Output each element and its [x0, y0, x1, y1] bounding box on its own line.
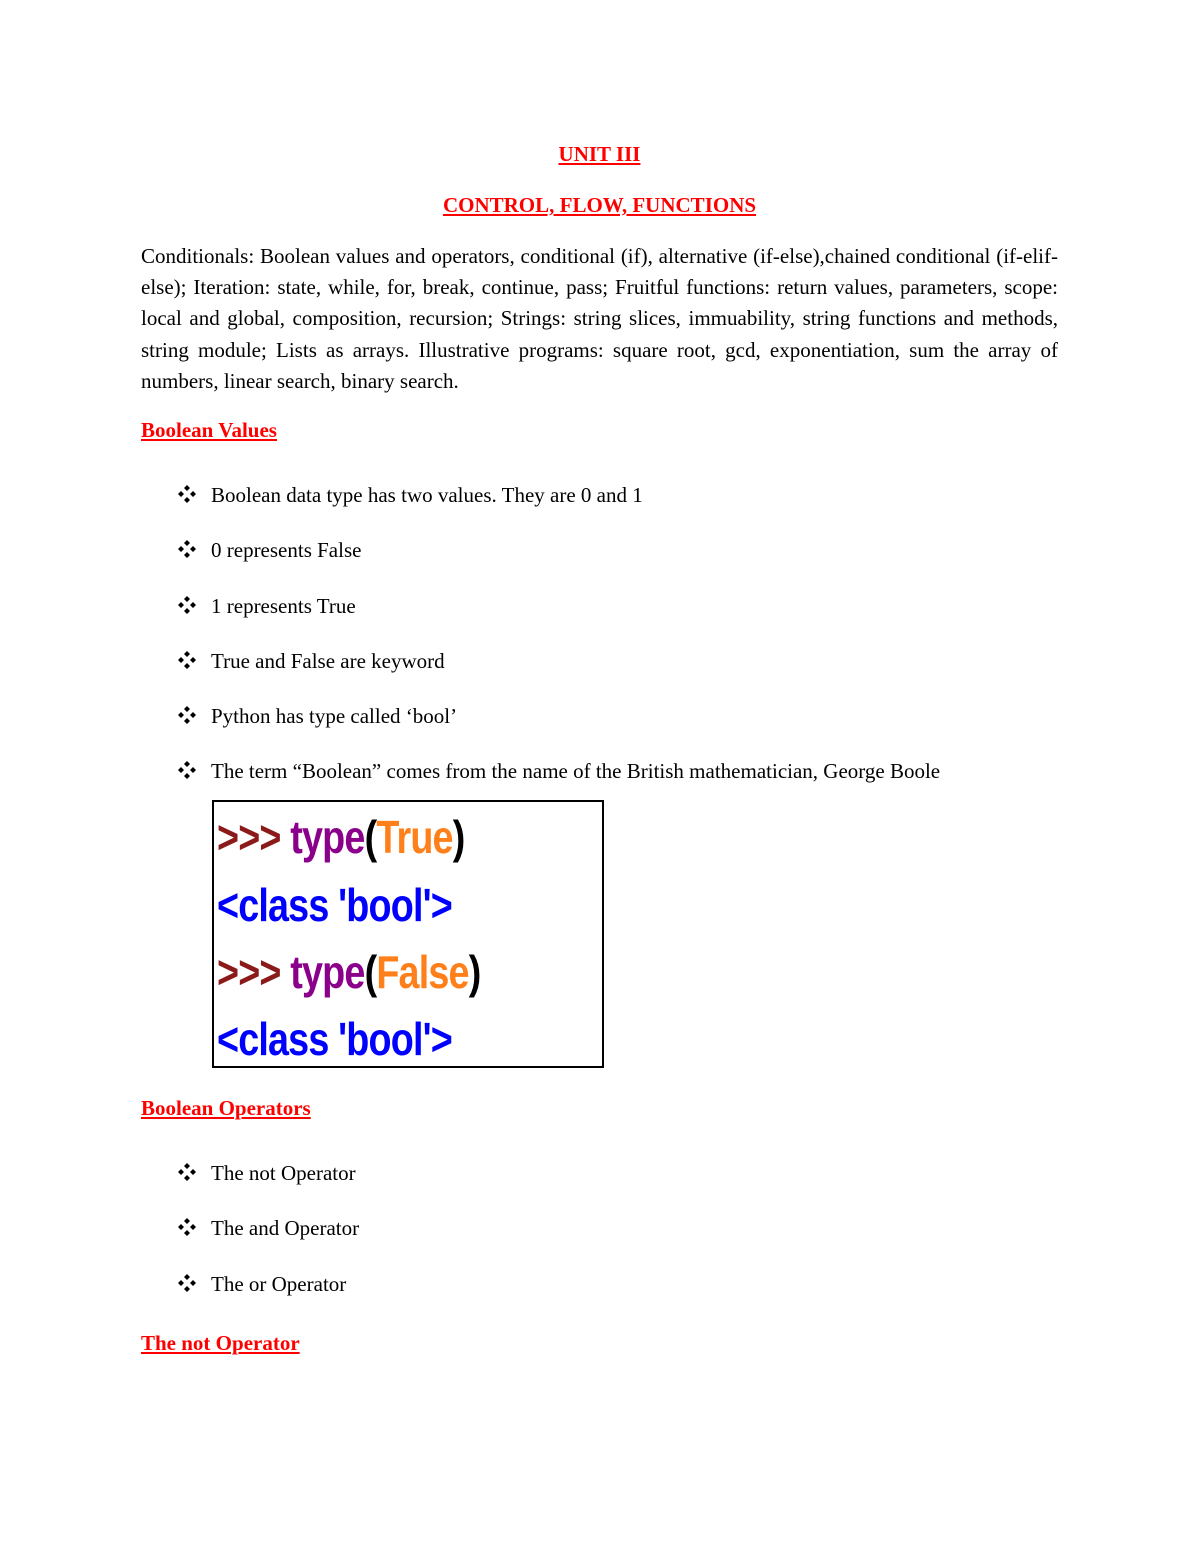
- not-operator-heading: The not Operator: [141, 1331, 300, 1355]
- four-diamond-bullet-icon: [177, 760, 197, 780]
- list-item-text: 0 represents False: [211, 538, 362, 563]
- list-item: [141, 536, 940, 591]
- code-keyword: True: [376, 811, 453, 863]
- code-paren: ): [452, 811, 465, 863]
- list-item-text: 1 represents True: [211, 593, 356, 618]
- list-item-text: The term “Boolean” comes from the name of the British mathematician, George Boole: [211, 759, 941, 784]
- code-keyword: False: [376, 946, 469, 998]
- list-item: [141, 1270, 359, 1325]
- four-diamond-bullet-icon: [177, 539, 197, 559]
- code-paren: (: [364, 946, 377, 998]
- list-item-text: The not Operator: [211, 1161, 356, 1185]
- four-diamond-bullet-icon: [177, 484, 197, 504]
- main-title: CONTROL, FLOW, FUNCTIONS: [442, 193, 757, 217]
- list-item: [141, 1159, 359, 1214]
- code-prompt: >>>: [217, 811, 291, 863]
- code-paren: (: [364, 811, 377, 863]
- list-item: [141, 702, 940, 757]
- list-item: [141, 647, 940, 702]
- list-item-text: The and Operator: [211, 1216, 360, 1241]
- list-item-text: True and False are keyword: [211, 648, 445, 673]
- list-item-text: Boolean data type has two values. They are 0 and 1: [211, 483, 643, 507]
- code-paren: ): [468, 946, 481, 998]
- unit-title: UNIT III: [558, 142, 641, 166]
- boolean-values-heading: Boolean Values: [141, 418, 277, 442]
- four-diamond-bullet-icon: [177, 1217, 197, 1237]
- list-item: [141, 481, 940, 536]
- list-item-text: Python has type called ‘bool’: [211, 704, 458, 729]
- code-function: type: [290, 946, 365, 998]
- four-diamond-bullet-icon: [177, 705, 197, 725]
- code-prompt: >>>: [217, 946, 291, 998]
- code-output-bool: <class 'bool'>: [217, 879, 452, 931]
- list-item-text: The or Operator: [211, 1271, 347, 1296]
- python-code-example: [212, 800, 604, 1068]
- code-line-type-true: [217, 812, 464, 862]
- code-output-bool: <class 'bool'>: [217, 1013, 452, 1065]
- four-diamond-bullet-icon: [177, 1162, 197, 1182]
- syllabus-paragraph: Conditionals: Boolean values and operators, conditional (if), alternative (if-else),chained conditional (if-elif-else); Iteration: state, while, for, break, continue, pass; Fruitful functions: return values, parameters, scope: local and global, composition, recursion; Strings: string slices, immuability, string functions and methods, string module; Lists as arrays. Illustrative programs: square root, gcd, exponentiation, sum the array of numbers, linear search, binary search.: [141, 244, 1058, 393]
- boolean-operators-list: [141, 1159, 359, 1325]
- boolean-values-list: [141, 481, 940, 813]
- four-diamond-bullet-icon: [177, 650, 197, 670]
- four-diamond-bullet-icon: [177, 595, 197, 615]
- code-function: type: [290, 811, 365, 863]
- list-item: [141, 1214, 359, 1269]
- four-diamond-bullet-icon: [177, 1273, 197, 1293]
- code-line-type-false: [217, 947, 480, 997]
- list-item: [141, 592, 940, 647]
- boolean-operators-heading: Boolean Operators: [141, 1096, 311, 1120]
